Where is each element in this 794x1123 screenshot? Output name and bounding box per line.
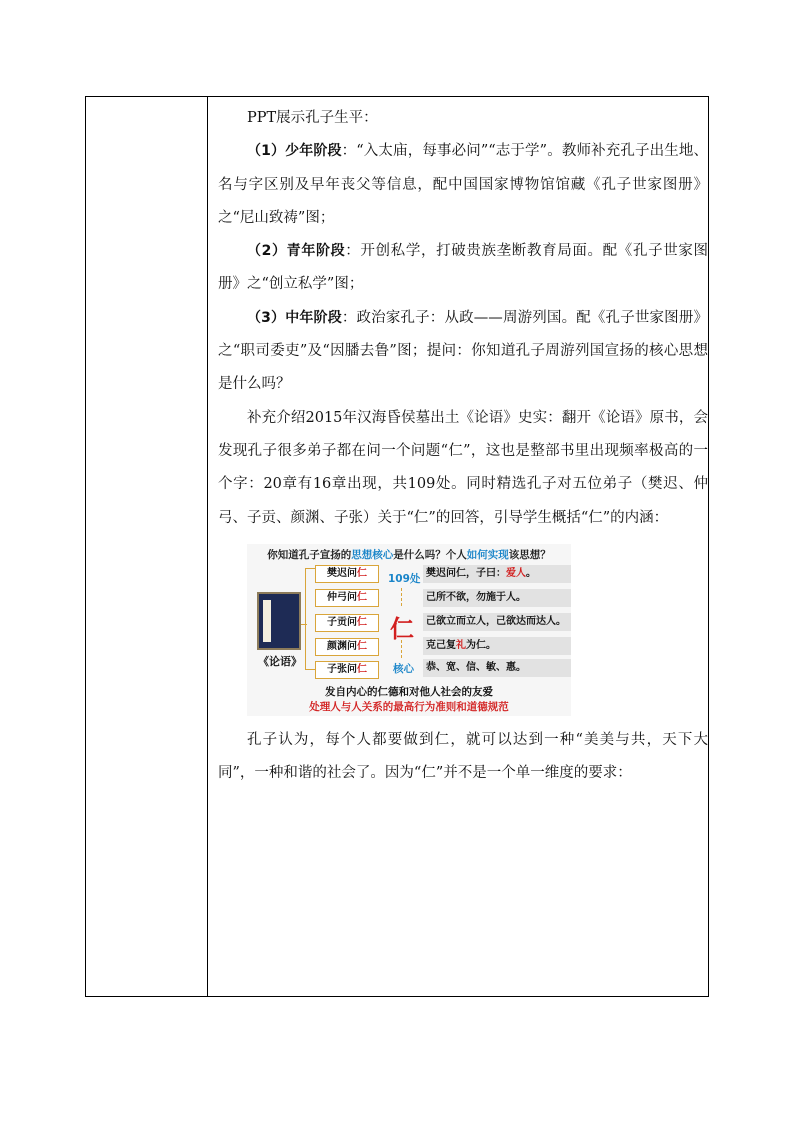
disciple-name: 颜渊问: [327, 640, 357, 652]
lunyu-book-icon: [257, 592, 301, 650]
question-part: 你知道孔子宣扬的: [267, 548, 352, 561]
book-caption: 《论语》: [258, 654, 302, 668]
disciple-box: [315, 589, 379, 607]
disciple-box: [315, 638, 379, 656]
disciple-name: 樊迟问: [327, 567, 357, 579]
answer-text: 为仁。: [466, 639, 496, 651]
dashed-line: [401, 640, 404, 658]
answer-row: [423, 659, 571, 677]
answer-highlight: 爱人: [506, 567, 526, 579]
paragraph-youth: [218, 135, 708, 235]
stage-number: （1）: [247, 143, 286, 160]
paragraph-conclusion: 孔子认为，每个人都要做到仁，就可以达到一种“美美与共，天下大同”，一种和谐的社会了。因为“仁”并不是一个单一维度的要求：: [218, 731, 708, 782]
answer-text: 己所不欲，勿施于人。: [426, 591, 526, 603]
disciple-ren: 仁: [357, 640, 367, 652]
book-label: [263, 600, 271, 642]
answer-row: [423, 589, 571, 607]
slide-footer-line-red: 处理人与人关系的最高行为准则和道德规范: [309, 700, 509, 713]
ren-slide-image: [247, 544, 571, 716]
stage-number: （3）: [247, 309, 286, 326]
stage-title: 少年阶段: [285, 143, 342, 160]
disciple-ren: 仁: [357, 616, 367, 628]
disciple-ren: 仁: [357, 663, 367, 675]
disciple-name: 子贡问: [327, 616, 357, 628]
answer-text: 樊迟问仁，子曰：: [426, 567, 506, 579]
stage-number: （2）: [247, 243, 287, 260]
disciple-name: 子张问: [327, 663, 357, 675]
lesson-table: [85, 96, 709, 997]
answer-highlight: 礼: [456, 639, 466, 651]
content-cell: [218, 97, 708, 790]
disciple-box: [315, 614, 379, 632]
answer-row: [423, 637, 571, 655]
disciple-box: [315, 565, 379, 583]
stage-title: 青年阶段: [286, 243, 346, 260]
paragraph-lunyu: 补充介绍2015年汉海昏侯墓出土《论语》史实：翻开《论语》原书，会发现孔子很多弟子都在问一个问题“仁”，这也是整部书里出现频率极高的一个字：20章有16章出现，共109处。同时精选孔子对五位弟子（樊迟、仲弓、子贡、颜渊、子张）关于“仁”的回答，引导学生概括“仁”的内涵：: [218, 409, 708, 526]
slide-footer-line: 发自内心的仁德和对他人社会的友爱: [325, 685, 493, 698]
answer-row: [423, 613, 571, 631]
question-highlight: 如何实现: [466, 548, 509, 561]
stage-text: ：开创私学，打破贵族垄断教育局面。配《孔子世家图册》之“创立私学”图；: [218, 243, 709, 293]
slide-question: [247, 547, 571, 562]
dashed-line: [401, 588, 404, 606]
answer-text: 恭、宽、信、敏、惠。: [426, 661, 526, 673]
stage-text: ：政治家孔子：从政——周游列国。配《孔子世家图册》之“职司委吏”及“因膰去鲁”图；提问：你知道孔子周游列国宣扬的核心思想是什么吗？: [218, 309, 708, 393]
disciple-ren: 仁: [357, 567, 367, 579]
bracket-connector: [301, 624, 307, 626]
question-highlight: 思想核心: [351, 548, 394, 561]
ren-character: 仁: [390, 614, 414, 643]
question-part: 是什么吗？个人: [393, 548, 467, 561]
paragraph-middle-age: [218, 302, 708, 402]
answer-text: 。: [526, 567, 536, 579]
disciple-name: 仲弓问: [327, 591, 357, 603]
disciple-ren: 仁: [357, 591, 367, 603]
question-part: 该思想？: [508, 548, 551, 561]
count-label: 109处: [388, 572, 421, 585]
core-label: 核心: [393, 662, 414, 675]
stage-text: ：“入太庙，每事必问”“志于学”。教师补充孔子出生地、名与字区别及早年丧父等信息，配中国国家博物馆馆藏《孔子世家图册》之“尼山致祷”图；: [218, 143, 708, 226]
stage-title: 中年阶段: [285, 309, 342, 326]
paragraph-young-adult: [218, 235, 708, 302]
disciple-box: [315, 661, 379, 679]
answer-text: 克己复: [426, 639, 456, 651]
paragraph-intro: PPT展示孔子生平：: [247, 110, 378, 126]
answer-text: 己欲立而立人，己欲达而达人。: [426, 615, 566, 627]
answer-row: [423, 565, 571, 583]
column-divider: [207, 97, 208, 996]
